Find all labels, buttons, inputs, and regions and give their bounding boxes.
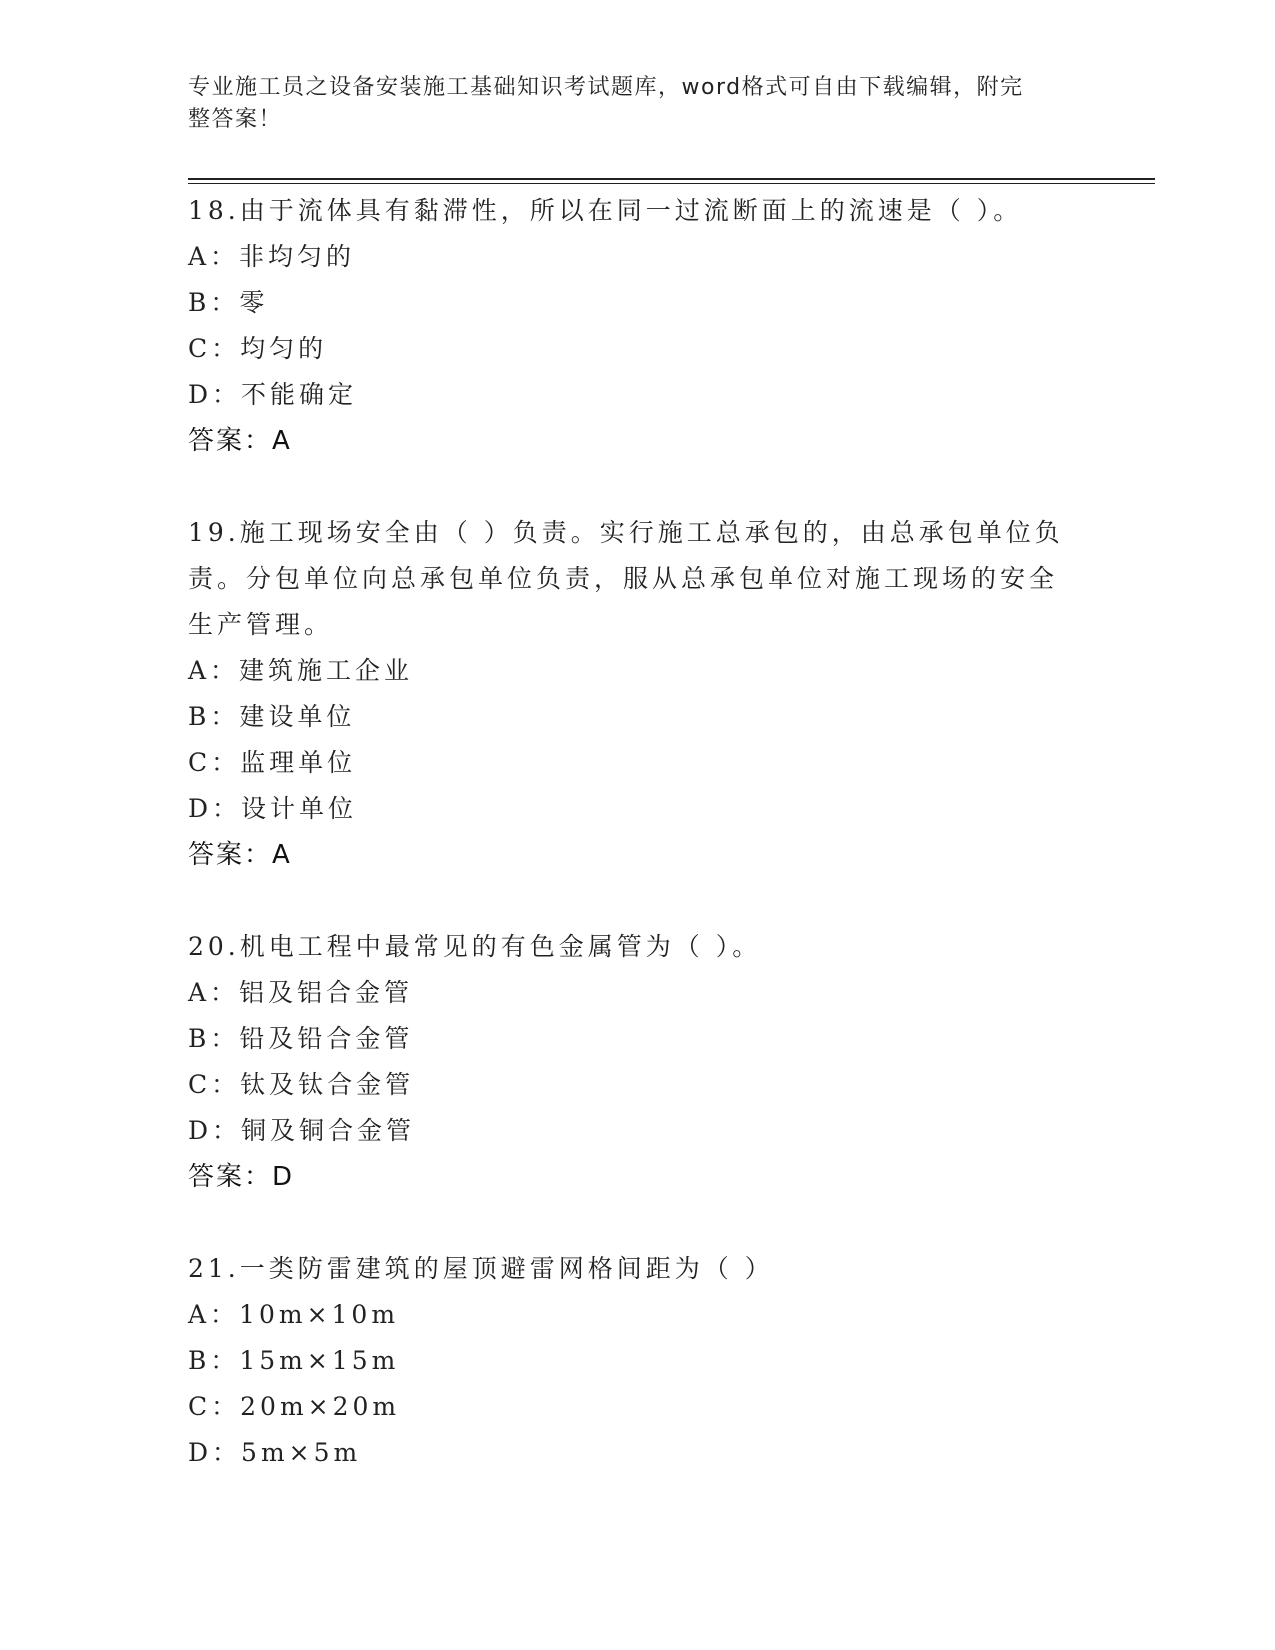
question-stem — [188, 1246, 1068, 1292]
header-divider-thick — [188, 178, 1155, 180]
option-a: A：建筑施工企业 — [188, 656, 414, 685]
question-19 — [188, 510, 1068, 878]
option-b: B：建设单位 — [188, 702, 356, 731]
option-c: C：20m×20m — [188, 1392, 401, 1421]
option-a: A：10m×10m — [188, 1300, 400, 1329]
question-stem — [188, 188, 1068, 234]
spacer — [188, 878, 1068, 924]
question-stem-line: 生产管理。 — [188, 610, 334, 639]
question-list — [188, 188, 1068, 1476]
header-divider-thin — [188, 183, 1155, 184]
question-18 — [188, 188, 1068, 464]
option-c: C：监理单位 — [188, 748, 357, 777]
option-d: D：不能确定 — [188, 380, 358, 409]
question-stem — [188, 924, 1068, 970]
answer-label: 答案：D — [188, 1162, 295, 1192]
header-line-1: 专业施工员之设备安装施工基础知识考试题库，word格式可自由下载编辑，附完 — [188, 75, 1024, 100]
document-header — [188, 72, 1068, 136]
spacer — [188, 464, 1068, 510]
option-d: D：5m×5m — [188, 1438, 362, 1467]
question-stem-line: 21.一类防雷建筑的屋顶避雷网格间距为（ ） — [188, 1254, 774, 1283]
answer-label: 答案：A — [188, 426, 292, 456]
question-stem-line: 责。分包单位向总承包单位负责，服从总承包单位对施工现场的安全 — [188, 564, 1059, 593]
option-d: D：设计单位 — [188, 794, 358, 823]
question-20 — [188, 924, 1068, 1200]
option-b: B：铅及铅合金管 — [188, 1024, 414, 1053]
option-c: C：均匀的 — [188, 334, 328, 363]
option-d: D：铜及铜合金管 — [188, 1116, 416, 1145]
question-21 — [188, 1246, 1068, 1476]
question-stem-line: 20.机电工程中最常见的有色金属管为（ ）。 — [188, 932, 762, 961]
question-stem-line: 18.由于流体具有黏滞性，所以在同一过流断面上的流速是（ ）。 — [188, 196, 1023, 225]
question-stem — [188, 510, 1068, 648]
question-stem-line: 19.施工现场安全由（ ）负责。实行施工总承包的，由总承包单位负 — [188, 518, 1064, 547]
option-b: B：零 — [188, 288, 269, 317]
option-c: C：钛及钛合金管 — [188, 1070, 415, 1099]
option-b: B：15m×15m — [188, 1346, 400, 1375]
option-a: A：非均匀的 — [188, 242, 356, 271]
header-line-2: 整答案！ — [188, 107, 283, 132]
spacer — [188, 1200, 1068, 1246]
option-a: A：铝及铝合金管 — [188, 978, 414, 1007]
answer-label: 答案：A — [188, 840, 292, 870]
